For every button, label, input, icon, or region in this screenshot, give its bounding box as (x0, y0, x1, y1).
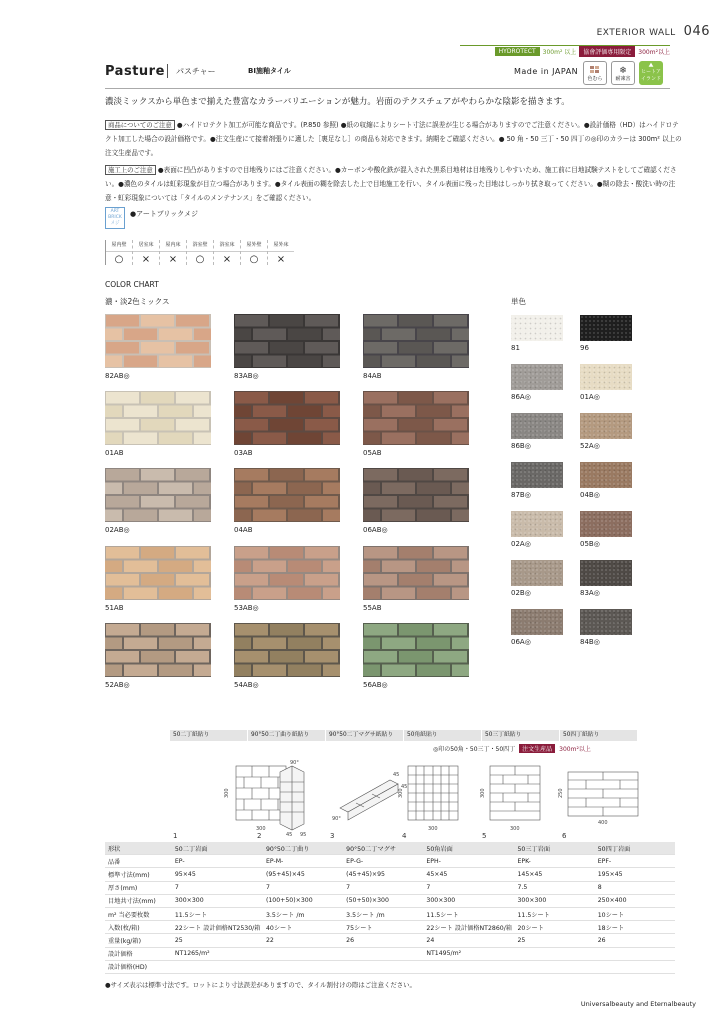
single-swatch-code: 83A◎ (580, 589, 600, 597)
spec-row-label: 設計価格 (105, 947, 172, 960)
spec-cell: (45+45)×95 (343, 868, 423, 881)
spec-row (105, 855, 675, 868)
spec-cell: 7 (172, 881, 263, 894)
order-note (433, 744, 591, 753)
diagram-6 (568, 772, 638, 816)
spec-cell: 45×45 (423, 868, 514, 881)
spec-cell: 90°50二丁曲り (263, 842, 343, 855)
divider (105, 88, 670, 89)
mix-swatch (363, 391, 469, 445)
order-note-text: ◎印の50角・50三丁・50四丁 (433, 746, 516, 753)
usage-cell (186, 240, 213, 265)
usage-cell (267, 240, 294, 265)
spec-cell (263, 947, 343, 960)
spec-row (105, 907, 675, 920)
usage-area: 屋内床 (160, 240, 186, 252)
mix-swatch-code: 06AB◎ (363, 526, 388, 534)
section-title: EXTERIOR WALL (596, 28, 676, 38)
art-brick-label: ●アートブリックメジ (130, 210, 199, 218)
usage-area: 屋外壁 (241, 240, 267, 252)
single-swatch-code: 06A◎ (511, 638, 531, 646)
spec-cell: 11.5シート (423, 907, 514, 920)
spec-cell: 18シート (595, 921, 675, 934)
usage-mark: ○ (249, 254, 259, 265)
product-note-label: 商品についてのご注意 (105, 120, 175, 130)
single-swatch-code: 01A◎ (580, 393, 600, 401)
dim-1-w: 300 (256, 826, 266, 832)
usage-area: 浴室床 (214, 240, 240, 252)
usage-area: 浴室壁 (187, 240, 213, 252)
spec-cell: 3.5シート /m (343, 907, 423, 920)
single-swatch (580, 462, 632, 488)
heat-island-icon: ヒートアイランド (639, 61, 663, 85)
spec-table (105, 842, 675, 974)
svg-text:❄: ❄ (619, 66, 627, 75)
mix-swatch-code: 52AB◎ (105, 681, 130, 689)
brand-tagline: Universalbeauty and Eternalbeauty (580, 1000, 696, 1008)
title-separator (167, 64, 168, 78)
dim-5-h: 300 (480, 788, 486, 798)
mix-swatch (234, 468, 340, 522)
single-swatch (580, 609, 632, 635)
usage-cell (240, 240, 267, 265)
hydrotect-min: 300m² 以上 (542, 49, 577, 56)
single-swatch (580, 364, 632, 390)
single-swatch-code: 84B◎ (580, 638, 600, 646)
single-swatch-code: 96 (580, 344, 589, 352)
order-tag: 注文生産品 (519, 744, 555, 753)
dim-3-angle: 90° (332, 816, 341, 822)
option-tags (495, 46, 670, 57)
single-swatch (580, 560, 632, 586)
spec-cell: 22シート 設計価格NT2530/箱 (172, 921, 263, 934)
spec-cell (423, 960, 514, 973)
mix-swatch (363, 314, 469, 368)
art-brick-badge: ART BRICK メジ (105, 207, 125, 229)
spec-cell: 90°50二丁マグサ (343, 842, 423, 855)
construction-note-label: 施工上のご注意 (105, 165, 156, 175)
spec-cell: EP-G- (343, 855, 423, 868)
mix-swatch-code: 56AB◎ (363, 681, 388, 689)
spec-cell: 50三丁岩面 (515, 842, 595, 855)
dim-4-h: 300 (398, 788, 404, 798)
spec-cell: 22 (263, 934, 343, 947)
mix-swatch-code: 83AB◎ (234, 372, 259, 380)
spec-cell: 300×300 (515, 894, 595, 907)
spec-row-label: 形状 (105, 842, 172, 855)
spec-row-label: 目地共寸法(mm) (105, 894, 172, 907)
spec-cell: 50二丁岩面 (172, 842, 263, 855)
spec-cell: EPK- (515, 855, 595, 868)
usage-mark: × (222, 254, 232, 265)
spec-cell: 195×45 (595, 868, 675, 881)
spec-row (105, 842, 675, 855)
single-swatch (511, 315, 563, 341)
spec-cell (515, 960, 595, 973)
spec-row-label: m² 当必要枚数 (105, 907, 172, 920)
single-swatch (511, 364, 563, 390)
page-number: 046 (683, 24, 710, 39)
order-min: 300m²以上 (559, 746, 591, 753)
spec-column-header: 50二丁紙貼り (170, 730, 248, 741)
product-type: BI施釉タイル (248, 67, 291, 75)
mix-swatch-code: 03AB (234, 449, 253, 457)
spec-cell: (50+50)×300 (343, 894, 423, 907)
spec-cell: 22シート 設計価格NT2860/箱 (423, 921, 514, 934)
spec-cell: 7.5 (515, 881, 595, 894)
shape-diagrams (170, 758, 640, 840)
single-swatch-code: 02B◎ (511, 589, 531, 597)
spec-cell: 95×45 (172, 868, 263, 881)
mix-swatch-code: 82AB◎ (105, 372, 130, 380)
mix-swatch (105, 468, 211, 522)
spec-cell: EP- (172, 855, 263, 868)
mix-swatch (234, 314, 340, 368)
spec-row-label: 標準寸法(mm) (105, 868, 172, 881)
origin-label: Made in JAPAN (514, 67, 579, 76)
mix-swatch (234, 391, 340, 445)
single-swatch-code: 81 (511, 344, 520, 352)
diagram-num-5: 5 (482, 832, 487, 840)
spec-cell (343, 947, 423, 960)
spec-cell: 145×45 (515, 868, 595, 881)
dim-3-b: 45 (401, 784, 408, 790)
spec-row (105, 868, 675, 881)
mix-swatch (105, 391, 211, 445)
spec-cell (263, 960, 343, 973)
usage-mark: ○ (114, 254, 124, 265)
mix-swatch-code: 05AB (363, 449, 382, 457)
spec-cell: 250×400 (595, 894, 675, 907)
spec-cell: 50角岩面 (423, 842, 514, 855)
spec-row (105, 881, 675, 894)
single-swatch (511, 511, 563, 537)
mix-swatch (105, 546, 211, 600)
mix-title: 濃・淡2色ミックス (105, 297, 170, 306)
dim-5-w: 300 (510, 826, 520, 832)
spec-cell (172, 960, 263, 973)
mix-swatch-code: 55AB (363, 604, 382, 612)
diagram-num-6: 6 (562, 832, 567, 840)
single-swatch-code: 04B◎ (580, 491, 600, 499)
lead-text: 濃淡ミックスから単色まで揃えた豊富なカラーバリエーションが魅力。岩面のテクスチュアがやわらかな陰影を描きます。 (105, 97, 570, 107)
product-name: Pasture (105, 64, 165, 79)
single-swatch-code: 52A◎ (580, 442, 600, 450)
usage-mark: × (168, 254, 178, 265)
usage-cell (159, 240, 186, 265)
diagram-num-3: 3 (330, 832, 335, 840)
mix-swatch-code: 02AB◎ (105, 526, 130, 534)
spec-row-label: 重量(kg/箱) (105, 934, 172, 947)
mix-swatch-code: 04AB (234, 526, 253, 534)
product-kana: パスチャー (176, 67, 216, 76)
color-chart-title: COLOR CHART (105, 280, 159, 289)
spec-cell: EPF- (595, 855, 675, 868)
diagram-4 (408, 766, 458, 820)
usage-cell (213, 240, 240, 265)
mix-swatch (363, 468, 469, 522)
dim-6-h: 250 (558, 788, 564, 798)
spec-cell: 300×300 (423, 894, 514, 907)
spec-row (105, 921, 675, 934)
single-swatch-code: 87B◎ (511, 491, 531, 499)
spec-column-header: 90°50二丁マグサ紙貼り (326, 730, 404, 741)
construction-note (105, 163, 685, 205)
usage-area: 屋内壁 (106, 240, 132, 252)
dim-2-angle: 90° (290, 760, 299, 766)
single-swatch-code: 05B◎ (580, 540, 600, 548)
usage-mark: × (141, 254, 151, 265)
mix-swatch (363, 623, 469, 677)
spec-cell: 7 (343, 881, 423, 894)
spec-row (105, 934, 675, 947)
mix-swatch-code: 54AB◎ (234, 681, 259, 689)
spec-cell: 11.5シート (172, 907, 263, 920)
diagram-5 (490, 766, 540, 820)
frost-resistance-icon: ❄ 耐凍害 (611, 61, 635, 85)
hydrotect-tag: HYDROTECT (495, 47, 540, 56)
spec-column-header: 50三丁紙貼り (482, 730, 560, 741)
spec-row (105, 894, 675, 907)
diagram-1 (236, 766, 286, 820)
diagram-2 (280, 766, 304, 830)
spec-cell: 40シート (263, 921, 343, 934)
diagram-num-4: 4 (402, 832, 407, 840)
spec-cell: NT1265/m² (172, 947, 263, 960)
spec-cell: 20シート (515, 921, 595, 934)
footnote: ●サイズ表示は標準寸法です。ロットにより寸法誤差がありますので、タイル割付けの際はご注意ください。 (105, 981, 416, 989)
usage-mark: × (276, 254, 286, 265)
spec-cell: 7 (263, 881, 343, 894)
usage-area: 居室床 (133, 240, 159, 252)
usage-mark: ○ (195, 254, 205, 265)
dim-4-w: 300 (428, 826, 438, 832)
spec-cell: 10シート (595, 907, 675, 920)
spec-row (105, 947, 675, 960)
longlife-tag: 協會評価専用限定 (579, 46, 635, 57)
longlife-min: 300m²以上 (638, 49, 670, 56)
spec-cell: 3.5シート /m (263, 907, 343, 920)
mix-swatch (105, 314, 211, 368)
dim-3-a: 45 (393, 772, 400, 778)
spec-table-header (170, 730, 638, 741)
spec-cell: 8 (595, 881, 675, 894)
spec-cell: (95+45)×45 (263, 868, 343, 881)
spec-cell: 11.5シート (515, 907, 595, 920)
spec-cell (595, 960, 675, 973)
spec-cell: 26 (343, 934, 423, 947)
single-swatch-code: 02A◎ (511, 540, 531, 548)
dim-6-w: 400 (598, 820, 608, 826)
usage-cell (105, 240, 132, 265)
spec-row-label: 設計価格(HD) (105, 960, 172, 973)
spec-column-header: 50四丁紙貼り (560, 730, 638, 741)
product-note-text: ●ハイドロテクト加工が可能な商品です。(P.850 参照) ●紙の収縮によりシート寸法に誤差が生じる場合がありますのでご注意ください。●設計価格（HD）はハイドロテクト加工した場合の設計価格です。●注文生産にて接着剤張りに適した［裏足なし］の商品も対応できます。納期をご確認ください。● 50 角・50 三丁・50 四丁の◎印のカラーは 300m² 以上の注文生産品です。 (105, 121, 682, 157)
spec-cell: 75シート (343, 921, 423, 934)
spec-cell: NT1495/m² (423, 947, 514, 960)
single-swatch (580, 511, 632, 537)
spec-row-label: 品番 (105, 855, 172, 868)
dim-1-h: 300 (224, 788, 230, 798)
spec-row-label: 入数(枚/箱) (105, 921, 172, 934)
usage-area: 屋外床 (268, 240, 294, 252)
spec-cell: 24 (423, 934, 514, 947)
spec-cell: 300×300 (172, 894, 263, 907)
spec-row (105, 960, 675, 973)
spec-cell: EP-M- (263, 855, 343, 868)
spec-cell: 25 (515, 934, 595, 947)
single-swatch (511, 462, 563, 488)
dim-2-a: 45 (286, 832, 293, 838)
spec-row-label: 厚さ(mm) (105, 881, 172, 894)
mix-swatch (234, 546, 340, 600)
usage-table (105, 240, 294, 265)
single-swatch (580, 413, 632, 439)
spec-cell: 50四丁岩面 (595, 842, 675, 855)
single-swatch (511, 413, 563, 439)
spec-cell (595, 947, 675, 960)
single-swatch-code: 86B◎ (511, 442, 531, 450)
spec-cell (343, 960, 423, 973)
mix-swatch (363, 546, 469, 600)
mix-swatch (234, 623, 340, 677)
spec-column-header: 50角紙貼り (404, 730, 482, 741)
spec-cell: 7 (423, 881, 514, 894)
spec-cell: (100+50)×300 (263, 894, 343, 907)
construction-note-text: ●表面に凹凸がありますので目地残りにはご注意ください。●カーボンや酸化鉄が混入された黒系目地材は目地残りしやすいため、施工前に目地試験テストをしてご確認ください。●濃色のタイルは虹彩現象が目立つ場合があります。●タイル表面の糊を除去した上で目地施工を行い、タイル表面に残った目地はしっかり拭き取ってください。●糊の除去・酸洗い時の注意・虹彩現象については「タイルのメンテナンス」をご確認ください。 (105, 166, 677, 202)
mix-swatch-code: 53AB◎ (234, 604, 259, 612)
single-swatch (511, 560, 563, 586)
spec-cell: EPH- (423, 855, 514, 868)
diagram-3 (340, 780, 398, 820)
single-swatch (580, 315, 632, 341)
spec-column-header: 90°50二丁曲り紙貼り (248, 730, 326, 741)
diagram-num-1: 1 (173, 832, 178, 840)
section-header (597, 24, 710, 39)
spec-cell (515, 947, 595, 960)
mix-swatch-code: 51AB (105, 604, 124, 612)
spec-cell: 25 (172, 934, 263, 947)
mix-swatch-code: 84AB (363, 372, 382, 380)
feature-icons (583, 61, 663, 85)
diagram-num-2: 2 (257, 832, 262, 840)
mix-swatch (105, 623, 211, 677)
usage-cell (132, 240, 159, 265)
single-title: 単色 (511, 297, 526, 306)
single-swatch (511, 609, 563, 635)
single-swatch-code: 86A◎ (511, 393, 531, 401)
color-variation-icon: 色むら (583, 61, 607, 85)
spec-cell: 26 (595, 934, 675, 947)
product-note (105, 118, 685, 160)
mix-swatch-code: 01AB (105, 449, 124, 457)
dim-2-b: 95 (300, 832, 307, 838)
